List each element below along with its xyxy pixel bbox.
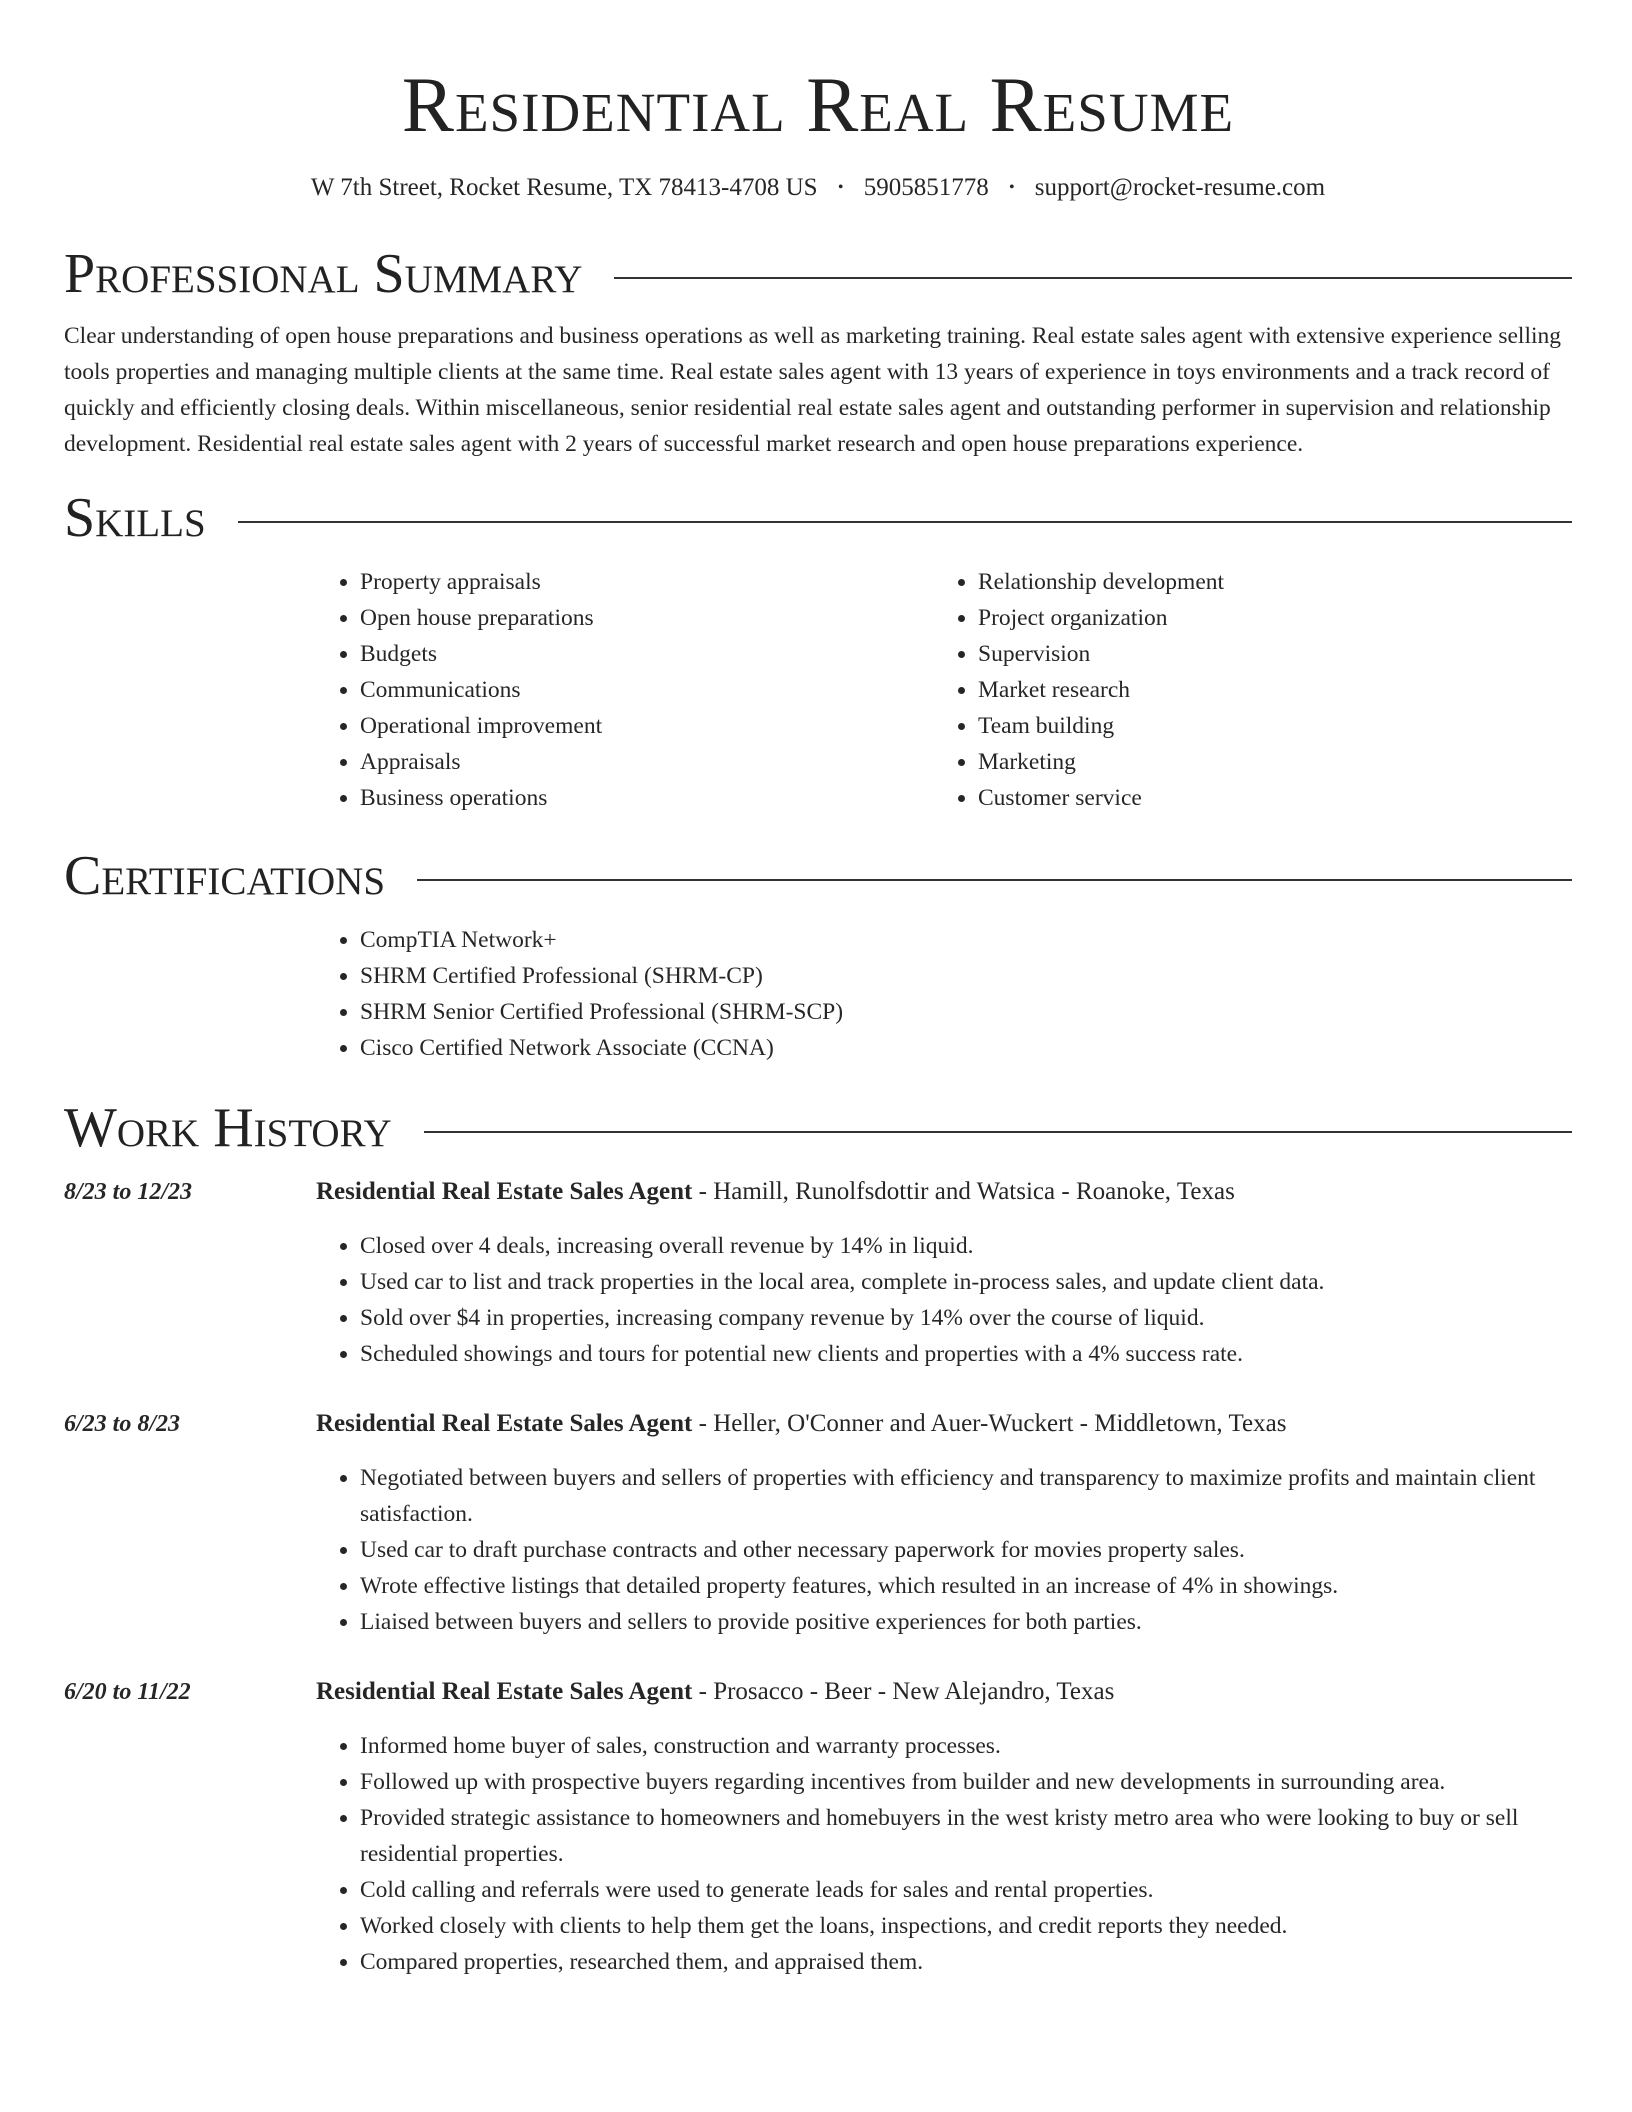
work-section-header	[64, 1096, 1572, 1160]
skills-list	[316, 564, 1572, 816]
job-bullet: • Cold calling and referrals were used to generate leads for sales and rental properties.	[360, 1872, 1572, 1908]
contact-phone: 5905851778	[863, 174, 989, 201]
job-dates: 6/23 to 8/23	[64, 1411, 181, 1437]
job-bullet: • Liaised between buyers and sellers to provide positive experiences for both parties.	[360, 1604, 1572, 1640]
job-bullets	[316, 1228, 1572, 1372]
job-bullet: • Sold over $4 in properties, increasing company revenue by 14% over the course of liquid.	[360, 1300, 1572, 1336]
certification-item: • SHRM Certified Professional (SHRM-CP)	[360, 958, 1572, 994]
skill-item: • Communications	[360, 672, 934, 708]
skills-column-left	[316, 564, 934, 816]
job-details: - Prosacco - Beer - New Alejandro, Texas	[692, 1678, 1115, 1705]
job-title: Residential Real Estate Sales Agent	[316, 1410, 693, 1437]
certification-item: • SHRM Senior Certified Professional (SHRM-SCP)	[360, 994, 1572, 1030]
job-entry	[64, 1174, 1572, 1372]
job-bullet: • Informed home buyer of sales, construction and warranty processes.	[360, 1728, 1572, 1764]
job-bullet: • Worked closely with clients to help them get the loans, inspections, and credit reports they needed.	[360, 1908, 1572, 1944]
certifications-section-header	[64, 844, 1572, 908]
job-bullet: • Provided strategic assistance to homeowners and homebuyers in the west kristy metro area who were looking to buy or sell residential properties.	[360, 1800, 1572, 1872]
contact-separator: •	[837, 179, 844, 196]
summary-heading: Professional Summary	[64, 243, 583, 305]
skills-section-header	[64, 486, 1572, 550]
job-dates: 8/23 to 12/23	[64, 1179, 193, 1205]
skill-item: • Customer service	[978, 780, 1552, 816]
resume-name: Residential Real Resume	[401, 61, 1235, 148]
resume-page	[64, 0, 1572, 1980]
skill-item: • Supervision	[978, 636, 1552, 672]
work-heading: Work History	[64, 1097, 392, 1159]
job-title: Residential Real Estate Sales Agent	[316, 1678, 693, 1705]
job-details: - Hamill, Runolfsdottir and Watsica - Roanoke, Texas	[692, 1178, 1235, 1205]
job-bullet: • Scheduled showings and tours for potential new clients and properties with a 4% success rate.	[360, 1336, 1572, 1372]
contact-address: W 7th Street, Rocket Resume, TX 78413-4708 US	[310, 174, 818, 201]
summary-text: Clear understanding of open house preparations and business operations as well as marketing training. Real estate sales agent with extensive experience selling tools properties and managing multiple clients at the same time. Real estate sales agent with 13 years of experience in toys environments and a track record of quickly and efficiently closing deals. Within miscellaneous, senior residential real estate sales agent and outstanding performer in supervision and relationship development. Residential real estate sales agent with 2 years of successful market research and open house preparations experience.	[64, 323, 1562, 457]
skill-item: • Marketing	[978, 744, 1552, 780]
section-divider	[238, 521, 1572, 523]
skill-item: • Relationship development	[978, 564, 1552, 600]
job-details: - Heller, O'Conner and Auer-Wuckert - Middletown, Texas	[692, 1410, 1287, 1437]
job-entry	[64, 1674, 1572, 1980]
skill-item: • Business operations	[360, 780, 934, 816]
certification-item: • CompTIA Network+	[360, 922, 1572, 958]
section-divider	[417, 879, 1572, 881]
job-bullet: • Negotiated between buyers and sellers of properties with efficiency and transparency to maximize profits and maintain client satisfaction.	[360, 1460, 1572, 1532]
job-bullet: • Wrote effective listings that detailed property features, which resulted in an increase of 4% in showings.	[360, 1568, 1572, 1604]
skill-item: • Property appraisals	[360, 564, 934, 600]
section-divider	[614, 277, 1572, 279]
section-divider	[424, 1131, 1572, 1133]
job-bullet: • Followed up with prospective buyers regarding incentives from builder and new developments in surrounding area.	[360, 1764, 1572, 1800]
contact-line	[64, 172, 1572, 204]
skill-item: • Project organization	[978, 600, 1552, 636]
skills-heading: Skills	[64, 487, 206, 549]
job-bullet: • Used car to list and track properties in the local area, complete in-process sales, and update client data.	[360, 1264, 1572, 1300]
job-bullets	[316, 1728, 1572, 1980]
job-title-line	[316, 1674, 1114, 1710]
contact-email: support@rocket-resume.com	[1034, 174, 1326, 201]
skill-item: • Team building	[978, 708, 1552, 744]
skill-item: • Market research	[978, 672, 1552, 708]
job-title-line	[316, 1406, 1286, 1442]
job-bullets	[316, 1460, 1572, 1640]
skill-item: • Appraisals	[360, 744, 934, 780]
contact-separator: •	[1008, 179, 1015, 196]
job-dates: 6/20 to 11/22	[64, 1679, 191, 1705]
summary-section-header	[64, 242, 1572, 306]
skill-item: • Budgets	[360, 636, 934, 672]
job-title: Residential Real Estate Sales Agent	[316, 1178, 693, 1205]
skill-item: • Operational improvement	[360, 708, 934, 744]
skill-item: • Open house preparations	[360, 600, 934, 636]
job-bullet: • Used car to draft purchase contracts and other necessary paperwork for movies property sales.	[360, 1532, 1572, 1568]
job-bullet: • Compared properties, researched them, and appraised them.	[360, 1944, 1572, 1980]
certifications-list	[316, 922, 1572, 1066]
certifications-heading: Certifications	[64, 845, 386, 907]
skills-column-right	[934, 564, 1552, 816]
job-bullet: • Closed over 4 deals, increasing overall revenue by 14% in liquid.	[360, 1228, 1572, 1264]
job-entry	[64, 1406, 1572, 1640]
job-title-line	[316, 1174, 1235, 1210]
certification-item: • Cisco Certified Network Associate (CCNA)	[360, 1030, 1572, 1066]
